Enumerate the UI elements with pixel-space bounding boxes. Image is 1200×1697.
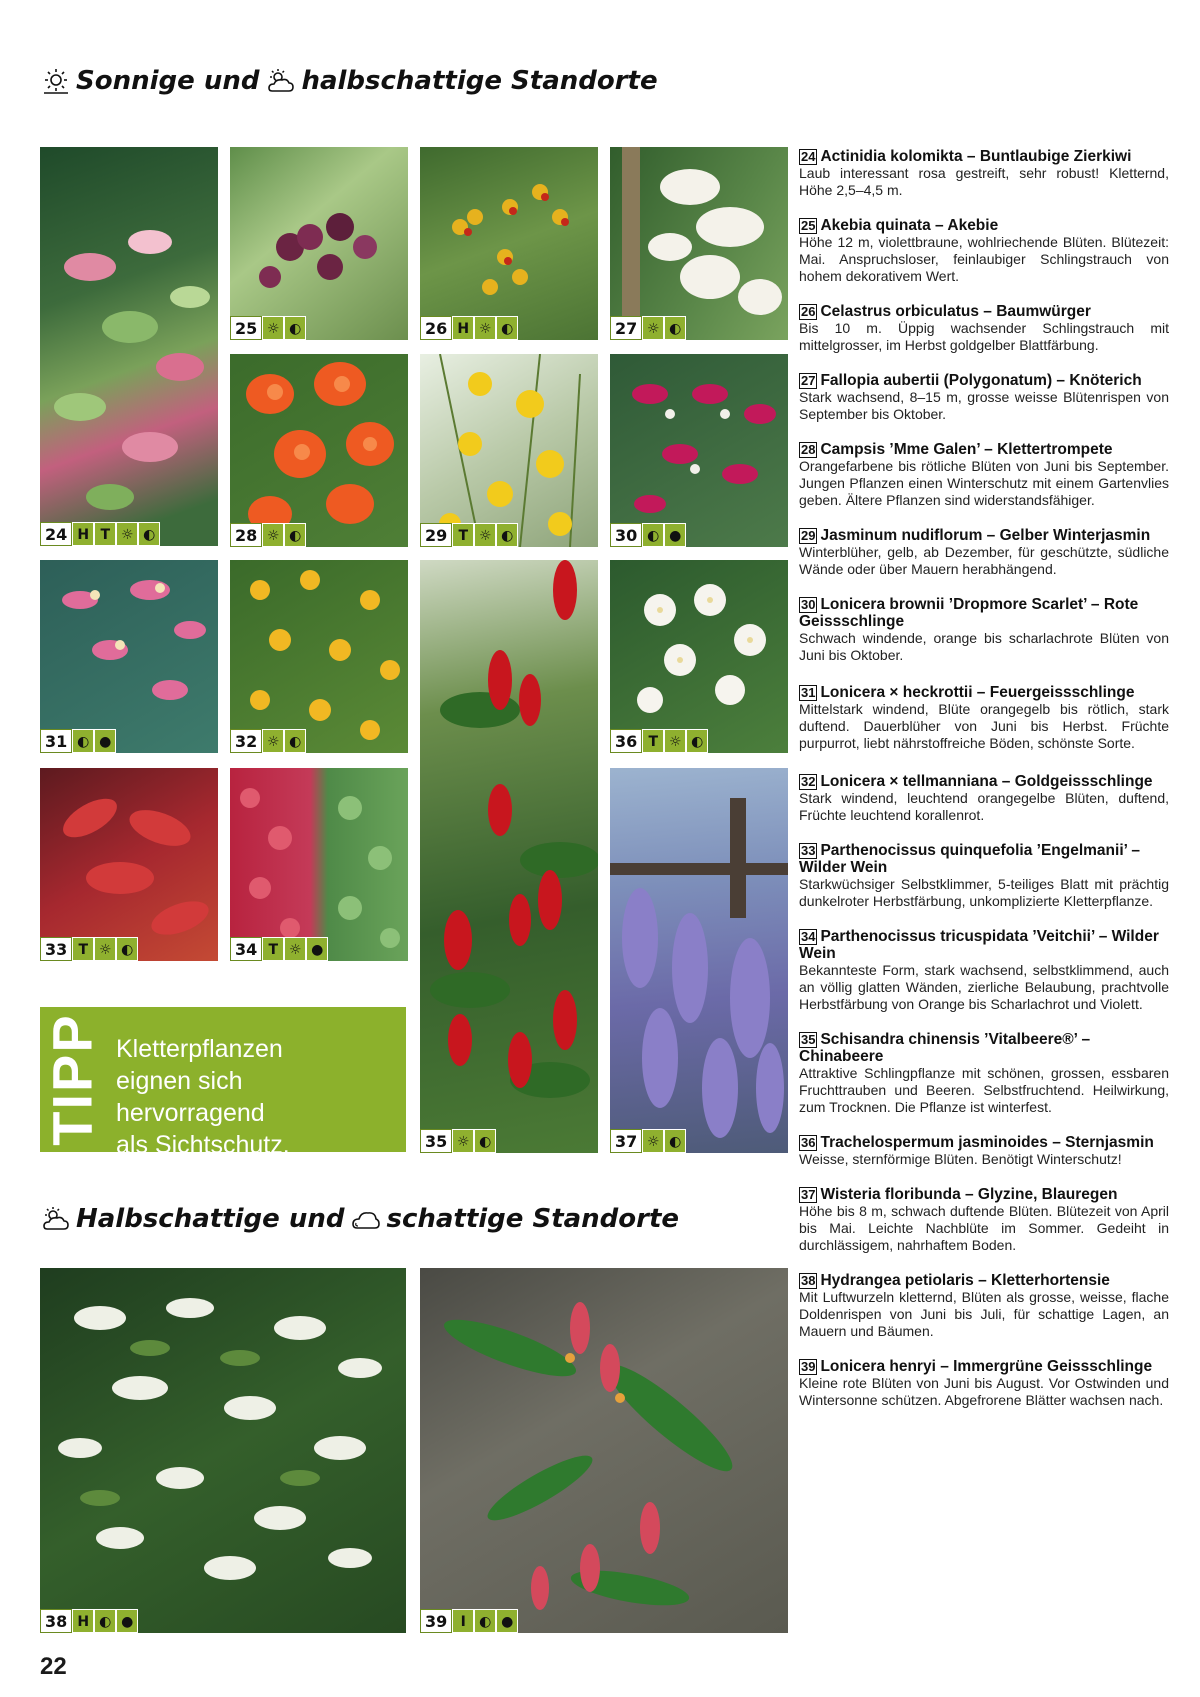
photo-label-32 [230,729,306,753]
height-badge: H [452,316,474,340]
photo-number: 33 [40,937,72,961]
entry-title: Wisteria floribunda – Glyzine, Blauregen [820,1186,1118,1203]
jasminum-flowers-illustration [420,354,598,547]
entry-34 [799,928,1169,1013]
sun-badge-icon: ☼ [474,523,496,547]
photo-36 [610,560,788,753]
half-shade-badge-icon: ◐ [642,523,664,547]
half-shade-badge-icon: ◐ [686,729,708,753]
section-title-shade-part1: Halbschattige und [76,1204,345,1234]
photo-39 [420,1268,788,1633]
lonicera-heckrottii-flowers-illustration [40,560,218,753]
sun-badge-icon: ☼ [94,937,116,961]
entry-title: Lonicera brownii ’Dropmore Scarlet’ – Rote Geissschlinge [799,596,1139,630]
photo-label-37 [610,1129,686,1153]
sun-badge-icon: ☼ [262,729,284,753]
entry-number: 32 [801,774,816,789]
photo-label-33 [40,937,138,961]
photo-28 [230,354,408,547]
photo-37 [610,768,788,1153]
entry-number: 38 [801,1273,816,1288]
photo-number: 25 [230,316,262,340]
sun-badge-icon: ☼ [642,316,664,340]
sun-badge-icon: ☼ [284,937,306,961]
entry-text: Weisse, sternförmige Blüten. Benötigt Winterschutz! [799,1151,1122,1167]
photo-25 [230,147,408,340]
shade-badge-icon: ● [116,1609,138,1633]
entry-text: Kleine rote Blüten von Juni bis August. Vor Ostwinden und Wintersonne schützen. Abgefrorene Blätter wachsen nach. [799,1375,1169,1408]
entry-number: 35 [801,1032,816,1047]
photo-label-27 [610,316,686,340]
sun-badge-icon: ☼ [262,523,284,547]
sun-badge-icon: ☼ [452,1129,474,1153]
tipp-label: TIPP [40,1013,104,1146]
entry-29 [799,527,1169,578]
photo-label-35 [420,1129,496,1153]
section-title-sunny-part1: Sonnige und [76,66,260,96]
t-badge: T [452,523,474,547]
photo-label-38 [40,1609,138,1633]
photo-label-29 [420,523,518,547]
parthenocissus-quinquefolia-leaves-illustration [40,768,218,961]
photo-label-26 [420,316,518,340]
sun-badge-icon: ☼ [474,316,496,340]
entry-text: Stark wachsend, 8–15 m, grosse weisse Blütenrispen von September bis Oktober. [799,389,1169,422]
entry-text: Laub interessant rosa gestreift, sehr robust! Kletternd, Höhe 2,5–4,5 m. [799,165,1169,198]
entry-number: 39 [801,1359,816,1374]
entry-text: Bis 10 m. Üppig wachsender Schlingstrauch mit mittelgrosser, im Herbst goldgelber Blattfärbung. [799,320,1169,353]
entry-title: Campsis ’Mme Galen’ – Klettertrompete [820,441,1113,458]
height-badge: H [72,1609,94,1633]
sun-badge-icon: ☼ [116,522,138,546]
entry-title: Lonicera × tellmanniana – Goldgeissschlinge [820,773,1153,790]
photo-number: 34 [230,937,262,961]
half-shade-badge-icon: ◐ [496,523,518,547]
shade-badge-icon: ● [496,1609,518,1633]
t-badge: T [72,937,94,961]
lonicera-henryi-flowers-illustration [420,1268,788,1633]
entry-number: 37 [801,1187,816,1202]
parthenocissus-tricuspidata-leaves-illustration [230,768,408,961]
fallopia-flowers-illustration [610,147,788,340]
entry-28 [799,441,1169,509]
entry-title: Hydrangea petiolaris – Kletterhortensie [820,1272,1110,1289]
half-shade-badge-icon: ◐ [72,729,94,753]
photo-29 [420,354,598,547]
half-shade-badge-icon: ◐ [138,522,160,546]
entry-text: Mit Luftwurzeln kletternd, Blüten als grosse, weisse, flache Doldenrispen von Juni bis Juli, für schattige Lagen, an Mauern und Bäumen. [799,1289,1169,1339]
photo-label-30 [610,523,686,547]
photo-34 [230,768,408,961]
entry-text: Höhe 12 m, violettbraune, wohlriechende Blüten. Blütezeit: Mai. Anspruchsloser, feinlaubiger Schlingstrauch von hohem dekorativem Wert. [799,234,1169,284]
tipp-line-2: eignen sich hervorragend [116,1067,265,1127]
entry-text: Höhe bis 8 m, schwach duftende Blüten. Blütezeit von April bis Mai. Leichte Nachblüte im Sommer. Gedeiht in durchlässigem, nahrhaftem Boden. [799,1203,1169,1253]
tipp-text [116,1033,396,1161]
campsis-flowers-illustration [230,354,408,547]
photo-27 [610,147,788,340]
tipp-line-1: Kletterpflanzen [116,1035,283,1063]
entry-number: 34 [801,929,816,944]
celastrus-berries-illustration [420,147,598,340]
entry-27 [799,372,1169,423]
photo-24 [40,147,218,546]
entry-36 [799,1134,1169,1168]
photo-number: 38 [40,1609,72,1633]
photo-number: 26 [420,316,452,340]
entry-text: Bekannteste Form, stark wachsend, selbstklimmend, auch an völlig glatten Wänden, zierliche Belaubung, prachtvolle Herbstfärbung von Orange bis Scharlachrot und Violett. [799,962,1169,1012]
half-shade-badge-icon: ◐ [284,729,306,753]
photo-number: 27 [610,316,642,340]
entry-number: 30 [801,597,816,612]
entry-text: Winterblüher, gelb, ab Dezember, für geschützte, südliche Wände oder über Mauern herabhängend. [799,544,1169,577]
photo-number: 29 [420,523,452,547]
entry-title: Lonicera × heckrottii – Feuergeissschlinge [820,684,1135,701]
entry-number: 25 [801,218,816,233]
entry-text: Stark windend, leuchtend orangegelbe Blüten, duftend, Früchte leuchtend korallenrot. [799,790,1169,823]
half-shade-badge-icon: ◐ [94,1609,116,1633]
half-shade-badge-icon: ◐ [664,1129,686,1153]
entry-number: 26 [801,304,816,319]
entry-title: Fallopia aubertii (Polygonatum) – Knöterich [820,372,1142,389]
entry-title: Schisandra chinensis ’Vitalbeere®’ – Chinabeere [799,1031,1091,1065]
entry-38 [799,1272,1169,1340]
entry-30 [799,596,1169,664]
akebia-flowers-illustration [230,147,408,340]
entry-31 [799,684,1169,752]
entry-title: Parthenocissus quinquefolia ’Engelmanii’ – Wilder Wein [799,842,1141,876]
photo-number: 32 [230,729,262,753]
photo-35 [420,560,598,1153]
hydrangea-flowers-illustration [40,1268,406,1633]
t-badge: T [262,937,284,961]
section-title-sunny-part2: halbschattige Standorte [301,66,658,96]
section-title-sunny [42,66,658,96]
page-number: 22 [40,1653,67,1680]
entry-title: Lonicera henryi – Immergrüne Geissschlinge [820,1358,1153,1375]
half-shade-badge-icon: ◐ [284,523,306,547]
entry-title: Actinidia kolomikta – Buntlaubige Zierkiwi [820,148,1132,165]
entry-35 [799,1031,1169,1116]
shade-badge-icon: ● [664,523,686,547]
i-badge: I [452,1609,474,1633]
cloud-icon [352,1206,380,1232]
half-shade-badge-icon: ◐ [496,316,518,340]
entry-title: Celastrus orbiculatus – Baumwürger [820,303,1091,320]
half-shade-badge-icon: ◐ [474,1129,496,1153]
tipp-box [40,1007,406,1159]
half-shade-badge-icon: ◐ [474,1609,496,1633]
entry-number: 29 [801,528,816,543]
entry-number: 33 [801,843,816,858]
entry-number: 27 [801,373,816,388]
entry-32 [799,773,1169,824]
schisandra-berries-illustration [420,560,598,1153]
entry-25 [799,217,1169,285]
photo-label-31 [40,729,116,753]
entry-24 [799,148,1169,199]
photo-label-24 [40,522,160,546]
photo-number: 30 [610,523,642,547]
photo-label-36 [610,729,708,753]
photo-label-25 [230,316,306,340]
entry-39 [799,1358,1169,1409]
photo-number: 35 [420,1129,452,1153]
photo-26 [420,147,598,340]
entry-title: Trachelospermum jasminoides – Sternjasmin [820,1134,1154,1151]
wisteria-flowers-illustration [610,768,788,1153]
photo-number: 37 [610,1129,642,1153]
photo-number: 28 [230,523,262,547]
photo-30 [610,354,788,547]
photo-38 [40,1268,406,1633]
photo-label-28 [230,523,306,547]
entry-number: 24 [801,149,816,164]
entry-title: Akebia quinata – Akebie [820,217,999,234]
entry-33 [799,842,1169,910]
shade-badge-icon: ● [306,937,328,961]
photo-label-39 [420,1609,518,1633]
lonicera-brownii-flowers-illustration [610,354,788,547]
entry-number: 36 [801,1135,816,1150]
photo-number: 24 [40,522,72,546]
cloud-sun-icon [42,1206,70,1232]
trachelospermum-flowers-illustration [610,560,788,753]
sun-badge-icon: ☼ [664,729,686,753]
sun-badge-icon: ☼ [642,1129,664,1153]
photo-number: 39 [420,1609,452,1633]
half-shade-badge-icon: ◐ [284,316,306,340]
entry-title: Jasminum nudiflorum – Gelber Winterjasmin [820,527,1151,544]
sun-icon [42,68,70,94]
entry-title: Parthenocissus tricuspidata ’Veitchii’ – Wilder Wein [799,928,1159,962]
photo-33 [40,768,218,961]
entry-text: Starkwüchsiger Selbstklimmer, 5-teiliges Blatt mit prächtig dunkelroter Herbstfärbung, unkomplizierte Kletterpflanze. [799,876,1169,909]
photo-31 [40,560,218,753]
tipp-label-container [42,1011,102,1148]
sun-badge-icon: ☼ [262,316,284,340]
section-title-shade [42,1204,679,1234]
t-badge: T [642,729,664,753]
entry-number: 28 [801,442,816,457]
entry-text: Mittelstark windend, Blüte orangegelb bis rötlich, stark duftend. Dauerblüher von Juni bis Herbst. Früchte purpurrot, liebt nährstoffreiche Böden, schönste Sorte. [799,701,1169,751]
photo-label-34 [230,937,328,961]
entry-text: Schwach windende, orange bis scharlachrote Blüten von Juni bis Oktober. [799,630,1169,663]
photo-number: 36 [610,729,642,753]
shade-badge-icon: ● [94,729,116,753]
t-badge: T [94,522,116,546]
actinidia-leaves-illustration [40,147,218,546]
entry-37 [799,1186,1169,1254]
entry-26 [799,303,1169,354]
half-shade-badge-icon: ◐ [116,937,138,961]
entry-number: 31 [801,685,816,700]
photo-32 [230,560,408,753]
photo-number: 31 [40,729,72,753]
tipp-line-3: als Sichtschutz. [116,1131,290,1159]
half-shade-badge-icon: ◐ [664,316,686,340]
section-title-shade-part2: schattige Standorte [386,1204,680,1234]
lonicera-tellmanniana-flowers-illustration [230,560,408,753]
entry-text: Attraktive Schlingpflanze mit schönen, grossen, essbaren Fruchttrauben und Beeren. Selbstfruchtend. Heilwirkung, zum Trocknen. Die Pflanze ist winterfest. [799,1065,1169,1115]
height-badge: H [72,522,94,546]
entry-text: Orangefarbene bis rötliche Blüten von Juni bis September. Jungen Pflanzen einen Winterschutz mit einem Gartenvlies geben. Ältere Pflanzen sind widerstandsfähiger. [799,458,1169,508]
cloud-sun-icon [267,68,295,94]
